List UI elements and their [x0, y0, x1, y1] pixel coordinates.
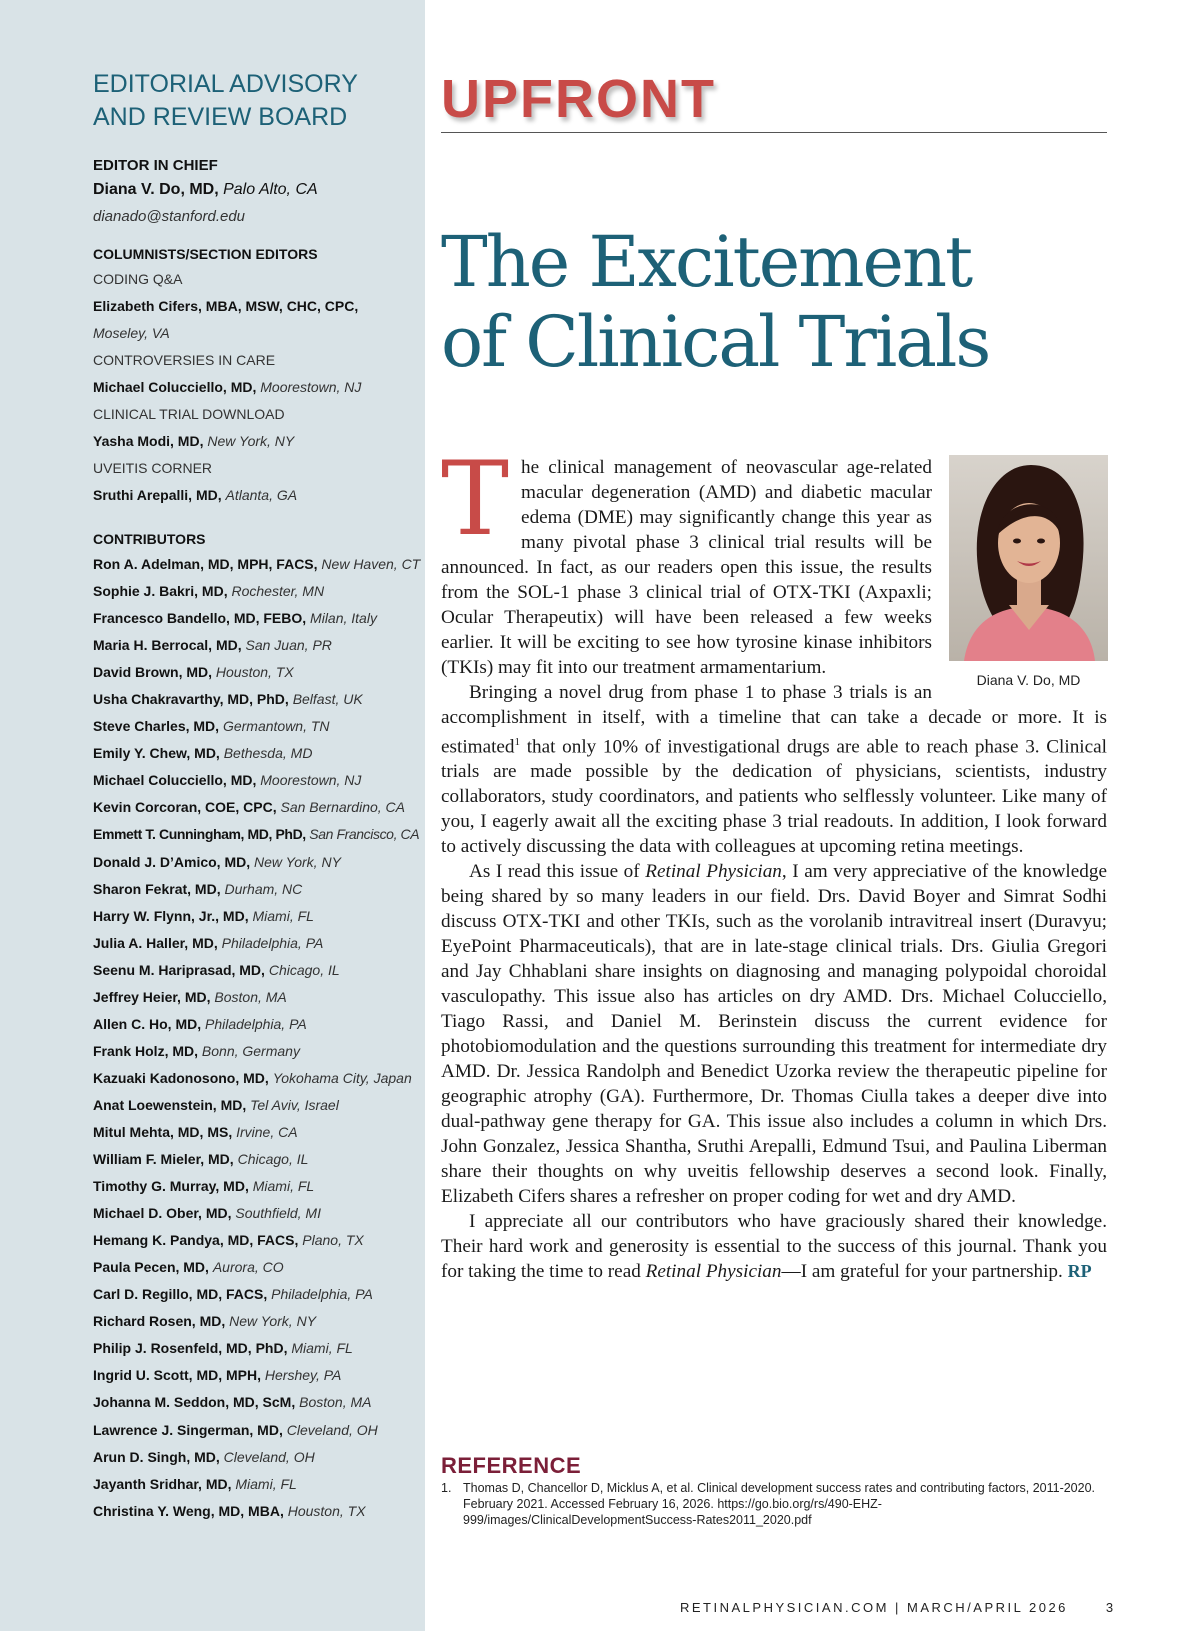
contributor-name: Lawrence J. Singerman, MD, [93, 1421, 283, 1438]
contributor [93, 1471, 418, 1498]
contributor-name: Jeffrey Heier, MD, [93, 988, 211, 1005]
paragraph-3-text-b: , I am very appreciative of the knowledge being shared by so many leaders in our field. Drs. David Boyer and Simrat Sodhi discuss OTX-TKI and other TKIs, such as the vorolanib intravitreal insert (Duravyu; EyePoint Pharmaceuticals), that are in late-stage clinical trials. Drs. Giulia Gregori and Jay Chhablani share insights on diagnosing and managing polypoidal choroidal vasculopathy. This issue also has articles on dry AMD. Drs. Michael Colucciello, Tiago Rassi, and Daniel M. Berinstein discuss the current evidence for photobiomodulation and the questions surrounding this treatment for intermediate dry AMD. Dr. Jessica Randolph and Benedict Uzorka review the therapeutic pipeline for geographic atrophy (GA). Furthermore, Dr. Thomas Ciulla takes a deeper dive into dual-pathway gene therapy for GA. This issue also includes a column in which Drs. John Gonzalez, Jessica Shantha, Sruthi Arepalli, Edmund Tsui, and Paulina Liberman share their thoughts on why uveitis fellowship deserves a second look. Finally, Elizabeth Cifers shares a refresher on proper coding for wet and dry AMD. [441, 861, 1107, 1208]
journal-name: Retinal Physician [645, 1261, 782, 1283]
contributor-location: New York, NY [229, 1313, 317, 1330]
contributor-name: Usha Chakravarthy, MD, PhD, [93, 691, 289, 708]
contributor [93, 605, 418, 632]
paragraph-3-text-a: As I read this issue of [469, 861, 646, 883]
contributor-name: Michael Colucciello, MD, [93, 772, 257, 789]
contributor-location: Yokohama City, Japan [272, 1069, 412, 1086]
contributor-location: Philadelphia, PA [221, 934, 324, 951]
contributor [93, 903, 418, 930]
contributor [93, 632, 418, 659]
contributor-location: New Haven, CT [321, 556, 421, 572]
contributor-name: Jayanth Sridhar, MD, [93, 1475, 232, 1492]
contributor-location: Philadelphia, PA [205, 1015, 307, 1032]
contributor [93, 767, 418, 794]
contributor [93, 1308, 418, 1335]
photo-caption: Diana V. Do, MD [976, 672, 1081, 688]
contributor-name: Arun D. Singh, MD, [93, 1448, 220, 1465]
columnists-label: COLUMNISTS/SECTION EDITORS [93, 246, 318, 262]
contributor-name: Ingrid U. Scott, MD, MPH, [93, 1367, 261, 1384]
contributor-name: Philip J. Rosenfeld, MD, PhD, [93, 1340, 288, 1357]
paragraph-4-text-a: I appreciate all our contributors who have graciously shared their knowledge. Their hard work and generosity is essential to the success of this journal. Thank you for taking the time to read [441, 1211, 1107, 1283]
contributor-location: Belfast, UK [292, 691, 363, 708]
contributor-location: Germantown, TN [222, 718, 330, 735]
columnist-location: Moseley, VA [93, 325, 170, 341]
author-photo [949, 455, 1108, 661]
contributor-name: Donald J. D’Amico, MD, [93, 853, 251, 870]
contributor-name: Sharon Fekrat, MD, [93, 880, 221, 897]
contributor [93, 1227, 418, 1254]
contributor-name: Francesco Bandello, MD, FEBO, [93, 610, 307, 627]
page-footer [680, 1600, 1114, 1615]
contributor-name: Seenu M. Hariprasad, MD, [93, 961, 265, 978]
contributor-name: Johanna M. Seddon, MD, ScM, [93, 1394, 296, 1411]
contributor-name: Maria H. Berrocal, MD, [93, 637, 242, 654]
contributor-location: Boston, MA [214, 988, 287, 1005]
reference-list [441, 1480, 1107, 1528]
contributor [93, 713, 418, 740]
columnist [93, 374, 418, 401]
contributor [93, 794, 418, 821]
contributor [93, 740, 418, 767]
contributor [93, 1498, 418, 1525]
footnote-marker: 1 [514, 736, 521, 748]
columnist-location: New York, NY [207, 433, 295, 449]
editor-in-chief [93, 176, 418, 203]
editor-in-chief-location: Palo Alto, CA [223, 181, 318, 198]
paragraph-2-text-b: that only 10% of investigational drugs are able to reach phase 3. Clinical trials are made possible by the dedication of physicians, scientists, industry collaborators, study coordinators, and patients who selflessly volunteer. Like many of you, I eagerly await all the exciting phase 3 trial readouts. In addition, I look forward to actively discussing the data with colleagues at upcoming retina meetings. [441, 736, 1107, 858]
reference-heading: REFERENCE [441, 1453, 582, 1478]
contributor [93, 876, 418, 903]
contributor [93, 1444, 418, 1471]
contributor-location: Hershey, PA [264, 1367, 342, 1384]
contributor-location: Philadelphia, PA [271, 1286, 373, 1303]
contributor-location: Cleveland, OH [286, 1421, 378, 1438]
contributor-location: Miami, FL [252, 1178, 315, 1195]
contributor-name: Steve Charles, MD, [93, 718, 220, 735]
contributor [93, 821, 418, 848]
drop-cap: T [441, 440, 510, 559]
columnists-list [93, 266, 418, 509]
contributor-location: Durham, NC [224, 880, 303, 897]
contributor-name: Christina Y. Weng, MD, MBA, [93, 1502, 284, 1519]
contributor-name: Julia A. Haller, MD, [93, 934, 218, 951]
contributor [93, 1038, 418, 1065]
section-coding: CODING Q&A [93, 271, 183, 287]
contributor-location: Bonn, Germany [201, 1042, 300, 1059]
columnist [93, 428, 418, 455]
editor-in-chief-email: dianado@stanford.edu [93, 208, 246, 225]
headline-line1: The Excitement [441, 221, 972, 303]
contributor [93, 1173, 418, 1200]
contributor-location: Chicago, IL [268, 961, 340, 978]
columnist-location: Atlanta, GA [225, 487, 298, 503]
columnist-name: Michael Colucciello, MD, [93, 379, 257, 395]
contributor-name: Frank Holz, MD, [93, 1042, 199, 1059]
reference-number: 1. [441, 1481, 452, 1495]
contributor-location: San Juan, PR [245, 637, 332, 654]
paragraph-2 [441, 680, 1107, 859]
contributor [93, 1335, 418, 1362]
columnist-location: Moorestown, NJ [260, 379, 362, 395]
contributor-location: Aurora, CO [212, 1259, 284, 1276]
contributor [93, 578, 418, 605]
contributor-name: Richard Rosen, MD, [93, 1313, 226, 1330]
section-title: UPFRONT [441, 69, 716, 129]
contributor-location: Milan, Italy [310, 610, 377, 627]
section-clinical-trial: CLINICAL TRIAL DOWNLOAD [93, 406, 285, 422]
columnist [93, 482, 418, 509]
contributor [93, 1254, 418, 1281]
board-title-line1: EDITORIAL ADVISORY [93, 70, 358, 98]
contributor-location: Irvine, CA [236, 1123, 298, 1140]
board-title-line2: AND REVIEW BOARD [93, 103, 348, 131]
section-controversies: CONTROVERSIES IN CARE [93, 352, 276, 368]
contributor-location: Bethesda, MD [223, 745, 313, 762]
columnist-name: Sruthi Arepalli, MD, [93, 487, 222, 503]
contributor [93, 1011, 418, 1038]
header-divider [441, 132, 1107, 133]
contributor-location: New York, NY [254, 853, 341, 870]
contributor-name: Kazuaki Kadonosono, MD, [93, 1069, 269, 1086]
contributor-location: Boston, MA [299, 1394, 372, 1411]
contributor-name: Emily Y. Chew, MD, [93, 745, 220, 762]
contributor-name: Paula Pecen, MD, [93, 1259, 209, 1276]
contributor [93, 930, 418, 957]
contributor [93, 1119, 418, 1146]
contributor [93, 686, 418, 713]
section-uveitis: UVEITIS CORNER [93, 460, 213, 476]
contributor [93, 1092, 418, 1119]
editorial-board-sidebar [0, 0, 425, 1631]
contributor-location: Miami, FL [291, 1340, 353, 1357]
contributor [93, 551, 421, 578]
contributor-location: Rochester, MN [231, 583, 325, 600]
contributor-name: Anat Loewenstein, MD, [93, 1096, 247, 1113]
contributor-name: Michael D. Ober, MD, [93, 1205, 232, 1222]
sidebar-content [93, 68, 421, 1525]
contributor [93, 1200, 418, 1227]
paragraph-4-text-b: —I am grateful for your partnership. [781, 1261, 1068, 1283]
contributor-name: Timothy G. Murray, MD, [93, 1178, 249, 1195]
contributor-location: Moorestown, NJ [260, 772, 362, 789]
contributor-location: Southfield, MI [235, 1205, 321, 1222]
board-title [93, 68, 418, 134]
columnist-name: Yasha Modi, MD, [93, 433, 204, 449]
columnist [93, 293, 418, 320]
contributor-location: Miami, FL [235, 1475, 297, 1492]
columnist-location-line [93, 320, 418, 347]
editor-in-chief-label: EDITOR IN CHIEF [93, 157, 218, 174]
contributor-name: Sophie J. Bakri, MD, [93, 583, 228, 600]
contributor-location: Plano, TX [302, 1232, 364, 1249]
paragraph-1-text: he clinical management of neovascular age-related macular degeneration (AMD) and diabetic macular edema (DME) may significantly change this year as many pivotal phase 3 clinical trial results will be announced. In fact, as our readers open this issue, the results from the SOL-1 phase 3 clinical trial of OTX-TKI (Axpaxli; Ocular Therapeutix) will have been released a few weeks earlier. It will be exciting to see how tyrosine kinase inhibitors (TKIs) may fit into our treatment armamentarium. [441, 457, 932, 678]
contributor-location: San Francisco, CA [309, 826, 420, 843]
contributor-name: Allen C. Ho, MD, [93, 1015, 202, 1032]
contributor-name: Mitul Mehta, MD, MS, [93, 1123, 233, 1140]
contributor-name: Ron A. Adelman, MD, MPH, FACS, [93, 556, 318, 572]
contributors-list [93, 551, 421, 1525]
paragraph-2-text-a: Bringing a novel drug from phase 1 to phase 3 trials is an accomplishment in itself, with a timeline that can take a decade or more. It is estimated [441, 682, 1107, 758]
contributor-name: Hemang K. Pandya, MD, FACS, [93, 1232, 299, 1249]
contributor-location: Houston, TX [287, 1502, 366, 1519]
reference-text: Thomas D, Chancellor D, Micklus A, et al. Clinical development success rates and contributing factors, 2011-2020. February 2021. Accessed February 16, 2026. https://go.bio.org/rs/490-EHZ-999/images/ClinicalDevelopmentSuccess-Rates2011_2020.pdf [463, 1481, 1096, 1527]
contributor-location: San Bernardino, CA [280, 799, 406, 816]
contributor [93, 849, 418, 876]
page-number: 3 [1105, 1600, 1114, 1615]
portrait-illustration [949, 455, 1108, 661]
contributor [93, 1389, 418, 1416]
contributor-location: Miami, FL [252, 907, 314, 924]
editor-in-chief-name: Diana V. Do, MD, [93, 181, 219, 198]
paragraph-3 [441, 859, 1107, 1209]
contributor [93, 984, 418, 1011]
reference-item [441, 1480, 1107, 1528]
contributors-label: CONTRIBUTORS [93, 531, 206, 547]
contributor [93, 1281, 418, 1308]
journal-name: Retinal Physician [645, 861, 782, 883]
contributor-location: Cleveland, OH [223, 1448, 315, 1465]
contributor [93, 1417, 418, 1444]
footer-text: RETINALPHYSICIAN.COM | MARCH/APRIL 2026 [680, 1600, 1068, 1615]
paragraph-4 [441, 1209, 1107, 1284]
headline-line2: of Clinical Trials [441, 301, 990, 383]
contributor-name: Kevin Corcoran, COE, CPC, [93, 799, 277, 816]
contributor-name: Emmett T. Cunningham, MD, PhD, [93, 826, 306, 843]
contributor-name: Harry W. Flynn, Jr., MD, [93, 907, 249, 924]
contributor [93, 1065, 418, 1092]
contributor-location: Houston, TX [215, 664, 294, 681]
article-headline [441, 222, 1107, 382]
contributor-name: Carl D. Regillo, MD, FACS, [93, 1286, 268, 1303]
contributor [93, 1362, 418, 1389]
signoff-rp: RP [1067, 1261, 1092, 1282]
contributor [93, 957, 418, 984]
contributor-location: Chicago, IL [237, 1151, 309, 1168]
contributor [93, 1146, 418, 1173]
contributor [93, 659, 418, 686]
columnist-name: Elizabeth Cifers, MBA, MSW, CHC, CPC, [93, 298, 359, 314]
contributor-location: Tel Aviv, Israel [250, 1096, 339, 1113]
contributor-name: William F. Mieler, MD, [93, 1151, 234, 1168]
contributor-name: David Brown, MD, [93, 664, 213, 681]
